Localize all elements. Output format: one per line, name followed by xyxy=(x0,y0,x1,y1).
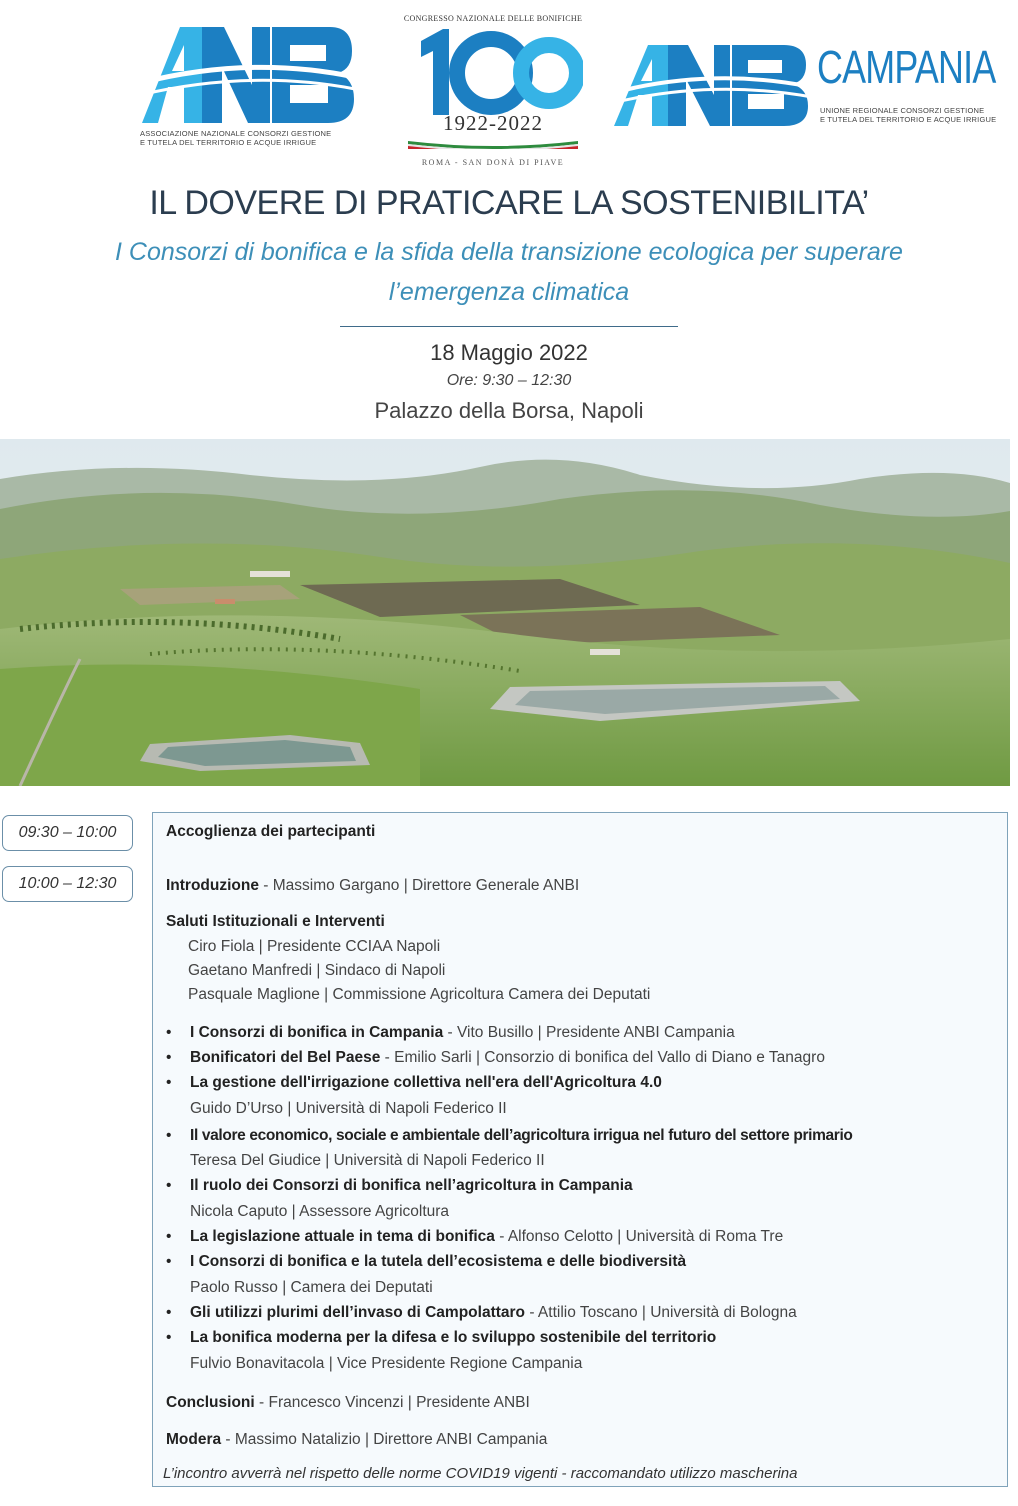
talk-title: Bonificatori del Bel Paese xyxy=(190,1049,381,1066)
talk-speaker: - Attilio Toscano | Università di Bologna xyxy=(525,1304,797,1321)
bullet-icon: • xyxy=(166,1177,172,1194)
anbi-campania-mark-icon xyxy=(612,43,812,128)
title-divider xyxy=(340,326,678,327)
page-title: IL DOVERE DI PRATICARE LA SOSTENIBILITA’ xyxy=(149,184,869,222)
welcome-label: Accoglienza dei partecipanti xyxy=(166,823,376,840)
talk-title: La legislazione attuale in tema di bonifica xyxy=(190,1228,495,1245)
centenary-top-text: CONGRESSO NAZIONALE DELLE BONIFICHE xyxy=(403,14,583,23)
greetings-label: Saluti Istituzionali e Interventi xyxy=(166,913,385,930)
talk-item xyxy=(166,1177,633,1195)
bullet-icon: • xyxy=(166,1253,172,1270)
talk-item xyxy=(166,1049,825,1067)
talk-title: Il valore economico, sociale e ambientale dell’agricoltura irrigua nel futuro del settore primario xyxy=(190,1127,853,1144)
subtitle-line1: I Consorzi di bonifica e la sfida della transizione ecologica per superare xyxy=(115,238,903,266)
event-date: 18 Maggio 2022 xyxy=(430,340,588,365)
logo-bar xyxy=(0,0,1018,170)
conclusions-label: Conclusioni xyxy=(166,1394,255,1411)
talk-speaker: - Alfonso Celotto | Università di Roma Tre xyxy=(494,1228,784,1245)
bullet-icon: • xyxy=(166,1024,172,1041)
talk-speaker: Guido D’Urso | Università di Napoli Federico II xyxy=(190,1100,507,1117)
talk-speaker: - Vito Busillo | Presidente ANBI Campania xyxy=(443,1024,735,1041)
talk-speaker: Paolo Russo | Camera dei Deputati xyxy=(190,1279,433,1296)
greetings-speaker: Ciro Fiola | Presidente CCIAA Napoli xyxy=(188,938,441,955)
intro-speaker: - Massimo Gargano | Direttore Generale ANBI xyxy=(259,877,580,894)
moderator-speaker: - Massimo Natalizio | Direttore ANBI Campania xyxy=(221,1431,548,1448)
time-slot-welcome: 09:30 – 10:00 xyxy=(2,815,133,851)
covid-note: L’incontro avverrà nel rispetto delle norme COVID19 vigenti - raccomandato utilizzo mascherina xyxy=(163,1465,798,1482)
talk-item xyxy=(166,1074,662,1092)
greetings-speaker: Gaetano Manfredi | Sindaco di Napoli xyxy=(188,962,446,979)
landscape-illustration xyxy=(0,439,1010,786)
centenary-mark-icon xyxy=(403,27,583,119)
intro-label: Introduzione xyxy=(166,877,259,894)
bullet-icon: • xyxy=(166,1304,172,1321)
anbi-logo xyxy=(140,25,360,155)
centenary-years: 1922-2022 xyxy=(443,111,543,135)
talk-item xyxy=(166,1329,716,1347)
bullet-icon: • xyxy=(166,1049,172,1066)
program-box xyxy=(152,812,1008,1487)
talk-speaker: Nicola Caputo | Assessore Agricoltura xyxy=(190,1203,450,1220)
conclusions-speaker: - Francesco Vincenzi | Presidente ANBI xyxy=(254,1394,530,1411)
bullet-icon: • xyxy=(166,1329,172,1346)
conclusions-row xyxy=(166,1394,530,1412)
talk-speaker: Fulvio Bonavitacola | Vice Presidente Regione Campania xyxy=(190,1355,583,1372)
talk-item xyxy=(166,1228,783,1246)
talk-title: La bonifica moderna per la difesa e lo sviluppo sostenibile del territorio xyxy=(190,1329,717,1346)
welcome-row xyxy=(166,823,375,841)
anbi-campania-subtitle xyxy=(820,106,1010,124)
page-subtitle xyxy=(20,232,998,312)
bullet-icon: • xyxy=(166,1074,172,1091)
anbi-subtitle xyxy=(140,129,360,147)
greetings-speaker: Pasquale Maglione | Commissione Agricoltura Camera dei Deputati xyxy=(188,986,651,1003)
italian-flag-icon xyxy=(408,139,578,149)
anbi-campania-logo xyxy=(612,38,1007,138)
time-slot-sessions: 10:00 – 12:30 xyxy=(2,866,133,902)
talk-item xyxy=(166,1024,735,1042)
anbi-subtitle-line1: ASSOCIAZIONE NAZIONALE CONSORZI GESTIONE xyxy=(140,129,332,138)
talk-item xyxy=(166,1127,853,1145)
anbi-campania-subtitle-line1: UNIONE REGIONALE CONSORZI GESTIONE xyxy=(820,106,985,115)
talk-item xyxy=(166,1304,797,1322)
talk-item xyxy=(166,1253,686,1271)
anbi-mark-icon xyxy=(140,25,355,125)
talk-speaker: - Emilio Sarli | Consorzio di bonifica del Vallo di Diano e Tanagro xyxy=(380,1049,825,1066)
bullet-icon: • xyxy=(166,1127,172,1144)
campania-wordmark: CAMPANIA xyxy=(817,41,996,93)
moderator-row xyxy=(166,1431,547,1449)
talk-title: I Consorzi di bonifica in Campania xyxy=(190,1024,444,1041)
event-venue: Palazzo della Borsa, Napoli xyxy=(374,398,644,423)
event-hours: Ore: 9:30 – 12:30 xyxy=(446,372,572,389)
landscape-photo xyxy=(0,439,1010,786)
bullet-icon: • xyxy=(166,1228,172,1245)
talk-title: Il ruolo dei Consorzi di bonifica nell’agricoltura in Campania xyxy=(190,1177,633,1194)
anbi-campania-subtitle-line2: E TUTELA DEL TERRITORIO E ACQUE IRRIGUE xyxy=(820,115,997,124)
anbi-subtitle-line2: E TUTELA DEL TERRITORIO E ACQUE IRRIGUE xyxy=(140,138,317,147)
centenary-logo xyxy=(398,14,588,167)
talk-title: Gli utilizzi plurimi dell’invaso di Campolattaro xyxy=(190,1304,526,1321)
greetings-row xyxy=(166,913,385,931)
intro-row xyxy=(166,877,579,895)
talk-title: La gestione dell'irrigazione collettiva nell'era dell'Agricoltura 4.0 xyxy=(190,1074,662,1091)
centenary-place: ROMA - SAN DONÀ DI PIAVE xyxy=(421,158,565,167)
moderator-label: Modera xyxy=(166,1431,222,1448)
talk-speaker: Teresa Del Giudice | Università di Napoli Federico II xyxy=(190,1152,545,1169)
subtitle-line2: l’emergenza climatica xyxy=(388,278,630,306)
talk-title: I Consorzi di bonifica e la tutela dell’ecosistema e delle biodiversità xyxy=(190,1253,687,1270)
